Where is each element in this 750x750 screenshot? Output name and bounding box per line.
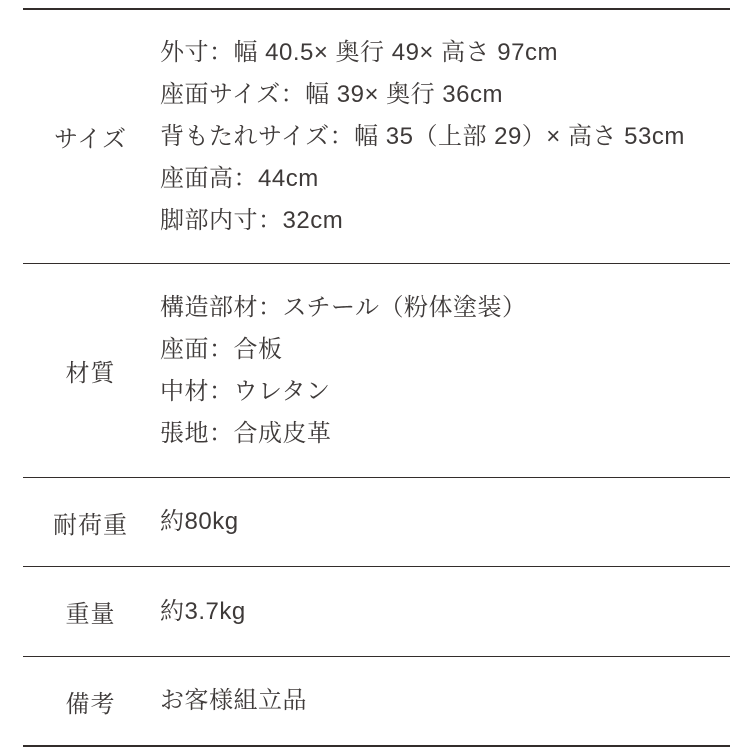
spec-line: 座面：合板 [160,335,283,363]
row-label-material [23,264,158,477]
spec-line: 構造部材：スチール（粉体塗装） [160,293,527,321]
spec-line: 座面高：44cm [160,164,319,192]
row-value-material [158,264,730,477]
row-value-load-capacity [158,478,730,566]
row-label-text: 材質 [65,360,116,387]
spec-line: 張地：合成皮革 [160,419,332,447]
row-label-size [23,10,158,263]
row-value-size [158,10,730,263]
table-row-material [23,264,730,478]
table-row-size [23,10,730,264]
table-row-load-capacity [23,478,730,567]
spec-line: 座面サイズ：幅 39× 奥行 36cm [160,80,503,108]
row-value-notes [158,657,730,745]
spec-line: 約3.7kg [160,597,246,625]
row-value-weight [158,567,730,656]
row-label-weight [23,567,158,656]
spec-line: 背もたれサイズ：幅 35（上部 29）× 高さ 53cm [160,122,685,150]
row-label-text: 備考 [65,690,116,718]
row-label-text: 重量 [65,601,116,628]
spec-line: お客様組立品 [160,687,307,714]
row-label-text: サイズ [53,126,128,153]
row-label-load-capacity [23,478,158,566]
row-label-notes [23,657,158,745]
spec-line: 約80kg [160,508,239,535]
spec-line: 中材：ウレタン [160,377,331,405]
table-row-notes [23,657,730,745]
row-label-text: 耐荷重 [53,511,128,539]
table-row-weight [23,567,730,657]
product-spec-table [23,8,730,747]
spec-line: 外寸：幅 40.5× 奥行 49× 高さ 97cm [160,38,558,66]
spec-line: 脚部内寸：32cm [160,206,344,234]
